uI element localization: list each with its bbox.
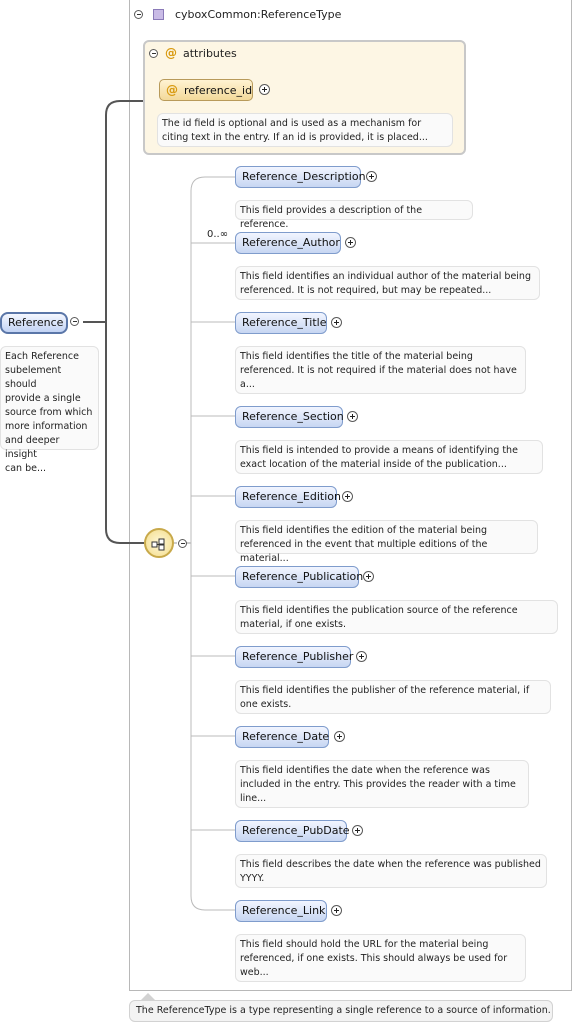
- element-description: This field provides a description of the reference.: [235, 200, 473, 220]
- element-description: This field identifies the title of the material being referenced. It is not required if the material does not have a...: [235, 346, 526, 394]
- element-reference-author[interactable]: Reference_Author: [235, 232, 341, 254]
- expand-icon[interactable]: [347, 411, 358, 422]
- footer-note-pointer: [141, 993, 155, 1000]
- expand-icon[interactable]: [363, 571, 374, 582]
- type-name: cyboxCommon:ReferenceType: [175, 8, 342, 21]
- attributes-label: attributes: [183, 47, 237, 60]
- root-element-reference[interactable]: Reference: [0, 312, 68, 334]
- expand-icon[interactable]: [334, 731, 345, 742]
- element-reference-description[interactable]: Reference_Description: [235, 166, 361, 188]
- root-description: Each Reference subelement should provide a single source from which more information and deeper insight can be...: [0, 346, 99, 450]
- type-description: The ReferenceType is a type representing a single reference to a source of information.: [129, 1000, 553, 1022]
- element-description: This field describes the date when the reference was published YYYY.: [235, 854, 547, 888]
- element-reference-publication[interactable]: Reference_Publication: [235, 566, 359, 588]
- element-reference-edition[interactable]: Reference_Edition: [235, 486, 337, 508]
- expand-icon[interactable]: [342, 491, 353, 502]
- element-description: This field identifies the publication source of the reference material, if one exists.: [235, 600, 558, 634]
- expand-icon[interactable]: [331, 317, 342, 328]
- expand-icon[interactable]: [366, 171, 377, 182]
- attribute-icon: @: [166, 83, 178, 97]
- element-description: This field should hold the URL for the material being referenced, if one exists. This should always be used for web...: [235, 934, 526, 982]
- element-reference-date[interactable]: Reference_Date: [235, 726, 329, 748]
- element-reference-pubdate[interactable]: Reference_PubDate: [235, 820, 347, 842]
- element-reference-title[interactable]: Reference_Title: [235, 312, 327, 334]
- expand-icon[interactable]: [331, 905, 342, 916]
- element-reference-link[interactable]: Reference_Link: [235, 900, 327, 922]
- attribute-icon: @: [165, 46, 177, 60]
- expand-icon[interactable]: [345, 237, 356, 248]
- multiplicity-label: 0..∞: [207, 229, 229, 240]
- element-description: This field identifies the edition of the material being referenced in the event that multiple editions of the material...: [235, 520, 538, 554]
- element-description: This field identifies the publisher of the reference material, if one exists.: [235, 680, 551, 714]
- expand-icon[interactable]: [352, 825, 363, 836]
- element-reference-publisher[interactable]: Reference_Publisher: [235, 646, 351, 668]
- element-description: This field is intended to provide a means of identifying the exact location of the material inside of the publication...: [235, 440, 543, 474]
- expand-icon[interactable]: [356, 651, 367, 662]
- element-description: This field identifies the date when the reference was included in the entry. This provides the reader with a time line...: [235, 760, 529, 808]
- attribute-name: reference_id: [184, 84, 253, 97]
- element-description: This field identifies an individual author of the material being referenced. It is not required, but may be repeated...: [235, 266, 540, 300]
- element-reference-section[interactable]: Reference_Section: [235, 406, 343, 428]
- attribute-description: The id field is optional and is used as a mechanism for citing text in the entry. If an id is provided, it is placed...: [157, 113, 453, 147]
